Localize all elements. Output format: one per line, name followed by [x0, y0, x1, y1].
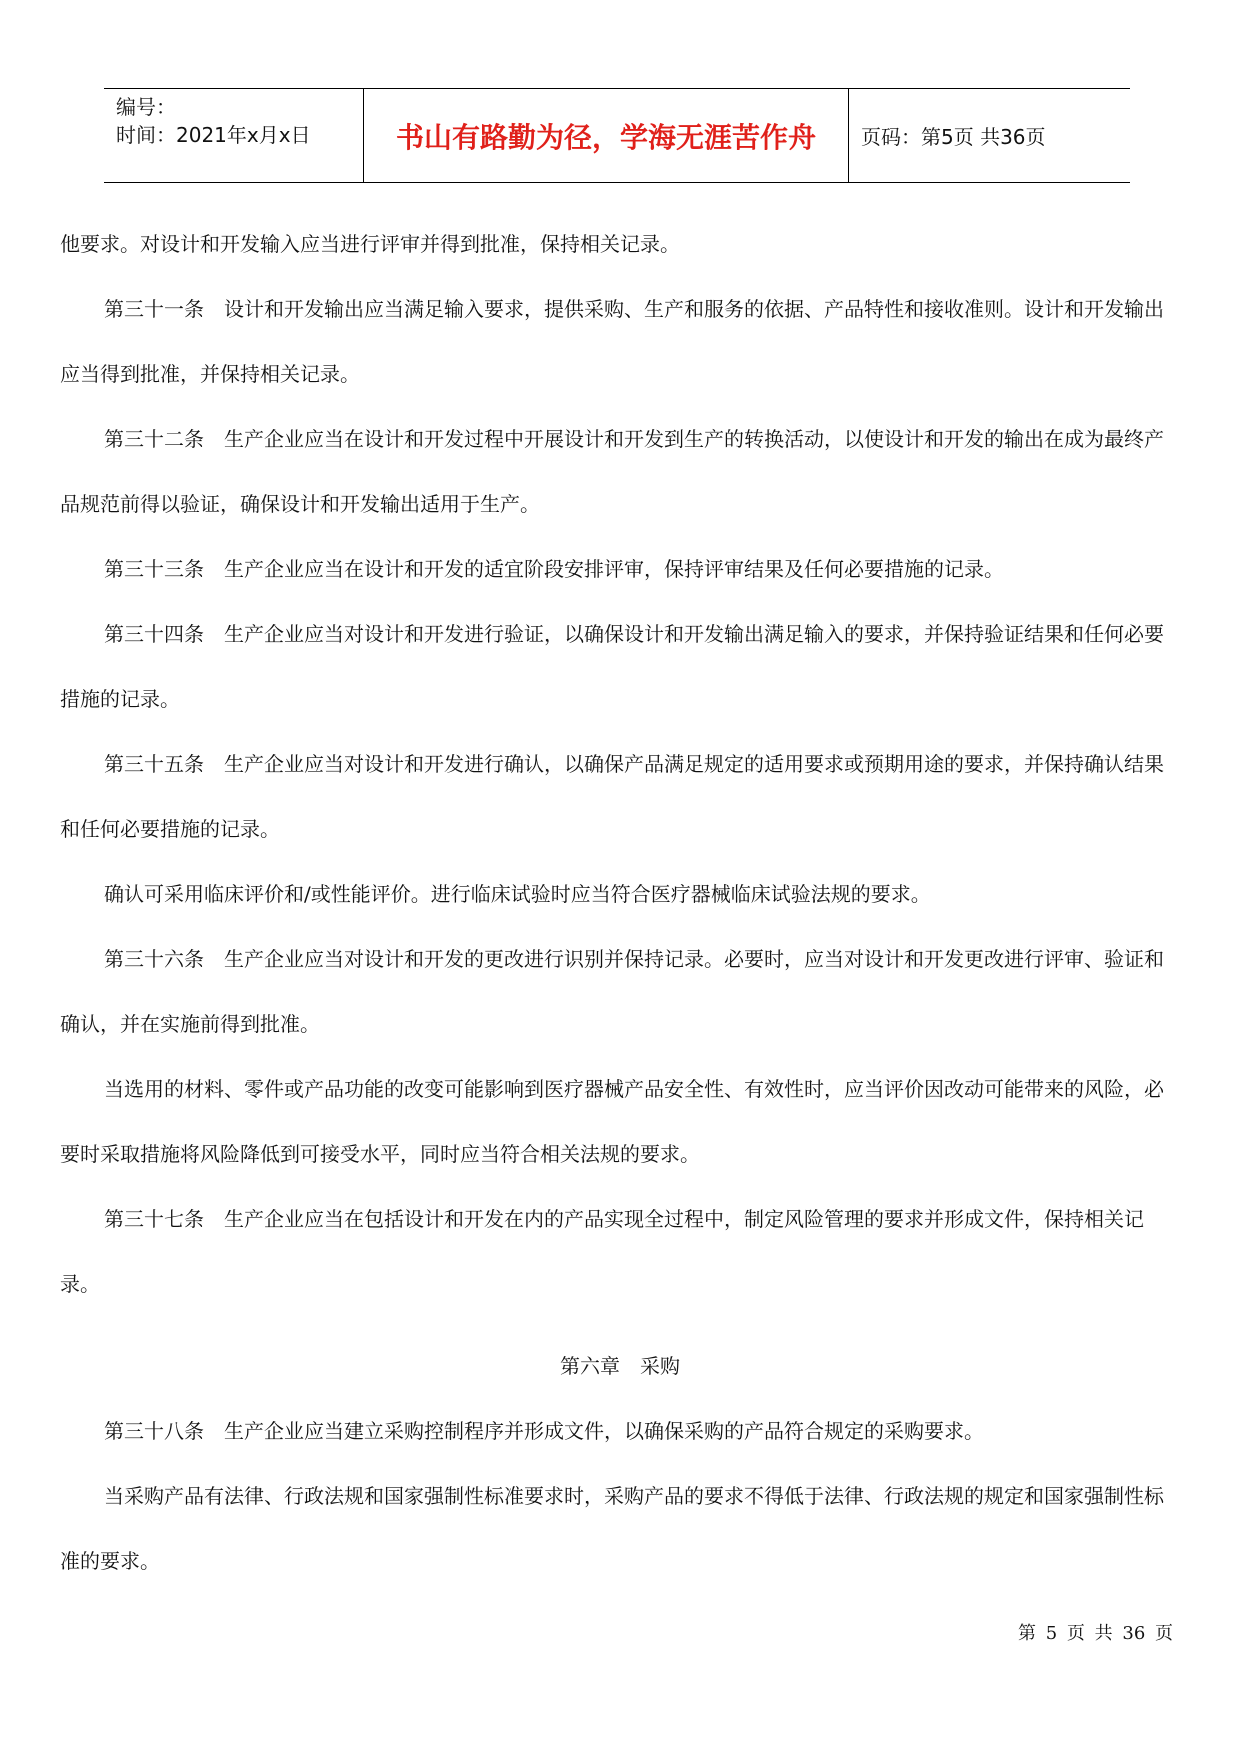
page-header: [104, 88, 1130, 183]
paragraph: 第三十七条 生产企业应当在包括设计和开发在内的产品实现全过程中，制定风险管理的要求并形成文件，保持相关记录。: [60, 1207, 1144, 1296]
paragraph: 第三十四条 生产企业应当对设计和开发进行验证，以确保设计和开发输出满足输入的要求，并保持验证结果和任何必要措施的记录。: [60, 622, 1164, 711]
paragraph: 当采购产品有法律、行政法规和国家强制性标准要求时，采购产品的要求不得低于法律、行政法规的规定和国家强制性标准的要求。: [60, 1484, 1164, 1573]
chapter-title: 第六章 采购: [560, 1354, 680, 1378]
paragraph: 当选用的材料、零件或产品功能的改变可能影响到医疗器械产品安全性、有效性时，应当评价因改动可能带来的风险，必要时采取措施将风险降低到可接受水平，同时应当符合相关法规的要求。: [60, 1077, 1164, 1166]
paragraph: 确认可采用临床评价和/或性能评价。进行临床试验时应当符合医疗器械临床试验法规的要求。: [104, 882, 931, 906]
paragraph: 第三十二条 生产企业应当在设计和开发过程中开展设计和开发到生产的转换活动，以使设计和开发的输出在成为最终产品规范前得以验证，确保设计和开发输出适用于生产。: [60, 427, 1164, 516]
document-time: 时间：2021年x月x日: [116, 123, 311, 147]
header-page-info: 页码：第5页 共36页: [861, 125, 1046, 149]
document-body: [60, 212, 1180, 1594]
header-meta: [104, 89, 364, 182]
paragraph: 第三十三条 生产企业应当在设计和开发的适宜阶段安排评审，保持评审结果及任何必要措施的记录。: [104, 557, 1004, 581]
document-number-label: 编号：: [116, 95, 176, 119]
paragraph: 第三十八条 生产企业应当建立采购控制程序并形成文件，以确保采购的产品符合规定的采购要求。: [104, 1419, 984, 1443]
paragraph: 第三十一条 设计和开发输出应当满足输入要求，提供采购、生产和服务的依据、产品特性和接收准则。设计和开发输出应当得到批准，并保持相关记录。: [60, 297, 1164, 386]
header-motto: 书山有路勤为径，学海无涯苦作舟: [364, 89, 849, 182]
page-footer: 第 5 页 共 36 页: [1018, 1623, 1173, 1644]
paragraph: 第三十六条 生产企业应当对设计和开发的更改进行识别并保持记录。必要时，应当对设计和开发更改进行评审、验证和确认，并在实施前得到批准。: [60, 947, 1164, 1036]
paragraph: 他要求。对设计和开发输入应当进行评审并得到批准，保持相关记录。: [60, 232, 680, 256]
paragraph: 第三十五条 生产企业应当对设计和开发进行确认，以确保产品满足规定的适用要求或预期用途的要求，并保持确认结果和任何必要措施的记录。: [60, 752, 1164, 841]
